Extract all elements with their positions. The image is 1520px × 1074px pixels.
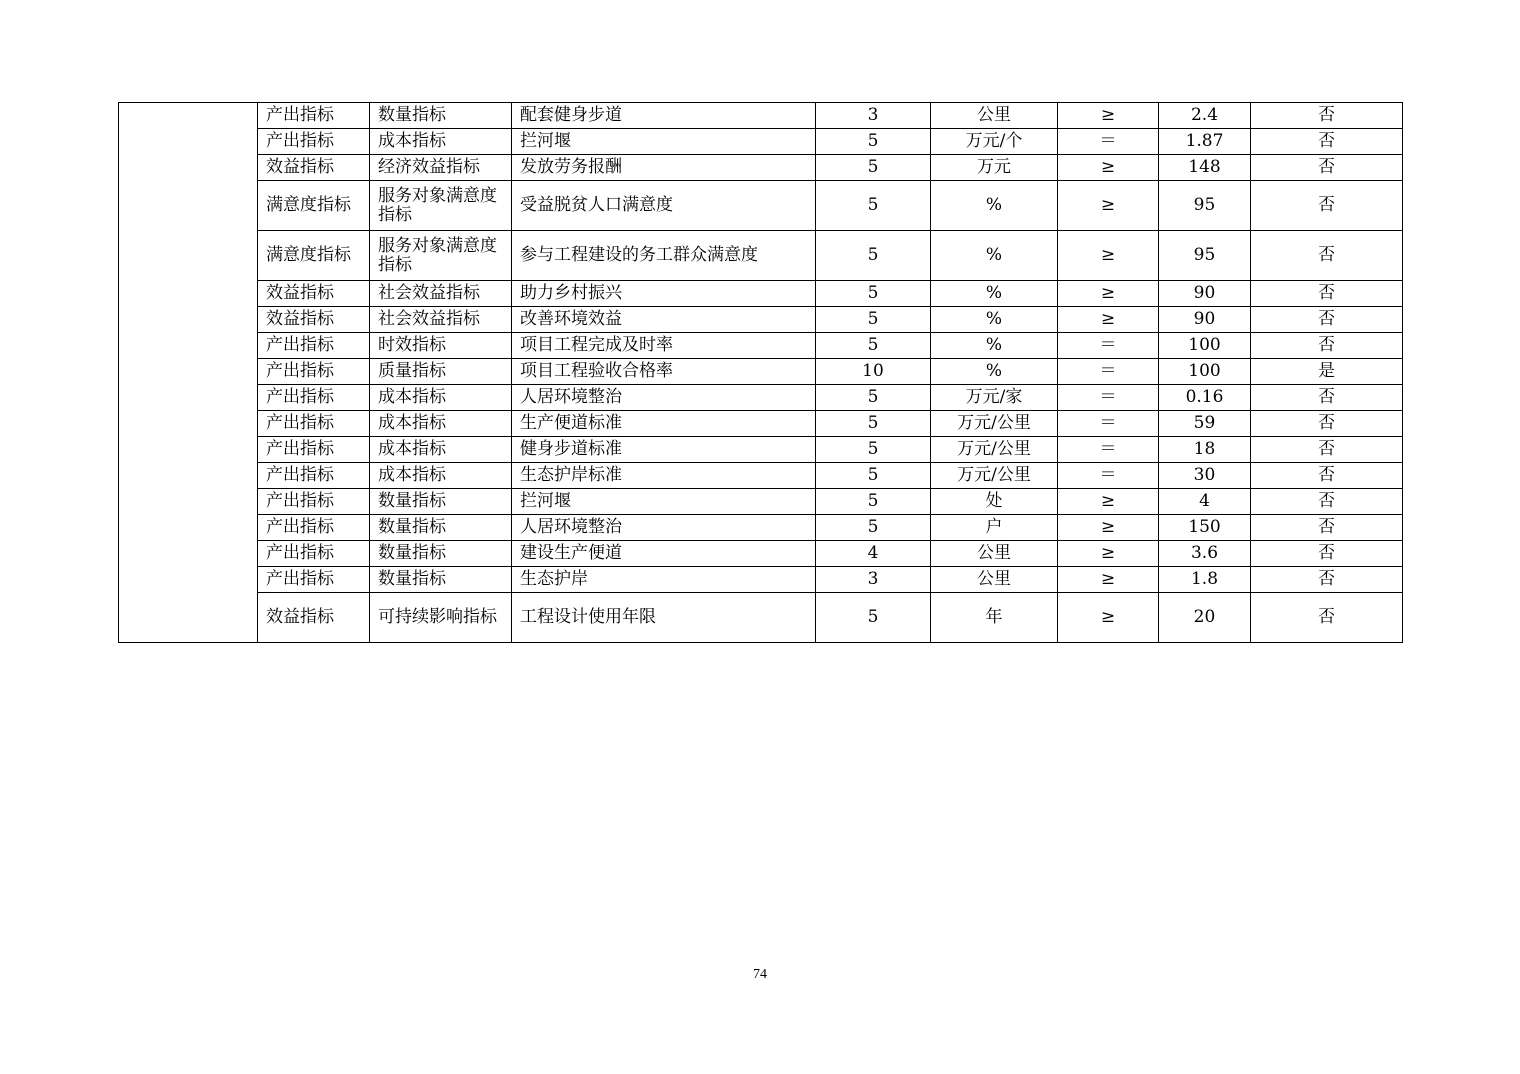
unit-cell: 万元/家 (931, 385, 1058, 411)
operator-cell: ＝ (1058, 437, 1159, 463)
subcategory-cell: 成本指标 (370, 129, 512, 155)
unit-cell: 处 (931, 489, 1058, 515)
subcategory-cell: 成本指标 (370, 385, 512, 411)
indicator-cell: 生态护岸 (512, 567, 816, 593)
category-cell: 满意度指标 (258, 231, 370, 281)
page-number: 74 (753, 967, 767, 982)
subcategory-cell: 服务对象满意度指标 (370, 231, 512, 281)
category-cell: 产出指标 (258, 411, 370, 437)
operator-cell: ≥ (1058, 307, 1159, 333)
operator-cell: ＝ (1058, 129, 1159, 155)
unit-cell: 公里 (931, 567, 1058, 593)
target-cell: 1.87 (1159, 129, 1251, 155)
target-cell: 20 (1159, 593, 1251, 643)
weight-cell: 5 (816, 411, 931, 437)
table-row (119, 437, 1403, 463)
category-cell: 产出指标 (258, 567, 370, 593)
category-cell: 产出指标 (258, 359, 370, 385)
category-cell: 产出指标 (258, 129, 370, 155)
core-indicator-cell: 否 (1251, 489, 1403, 515)
indicator-cell: 发放劳务报酬 (512, 155, 816, 181)
indicator-cell: 配套健身步道 (512, 103, 816, 129)
core-indicator-cell: 否 (1251, 281, 1403, 307)
indicator-cell: 工程设计使用年限 (512, 593, 816, 643)
table-row (119, 155, 1403, 181)
weight-cell: 5 (816, 489, 931, 515)
unit-cell: 万元/公里 (931, 411, 1058, 437)
table-row (119, 281, 1403, 307)
indicator-cell: 参与工程建设的务工群众满意度 (512, 231, 816, 281)
target-cell: 95 (1159, 231, 1251, 281)
weight-cell: 5 (816, 155, 931, 181)
category-cell: 产出指标 (258, 463, 370, 489)
unit-cell: 万元/个 (931, 129, 1058, 155)
performance-indicator-table (118, 102, 1403, 643)
unit-cell: 户 (931, 515, 1058, 541)
unit-cell: 公里 (931, 541, 1058, 567)
subcategory-cell: 服务对象满意度指标 (370, 181, 512, 231)
indicator-cell: 助力乡村振兴 (512, 281, 816, 307)
weight-cell: 4 (816, 541, 931, 567)
target-cell: 150 (1159, 515, 1251, 541)
unit-cell: 万元 (931, 155, 1058, 181)
category-cell: 满意度指标 (258, 181, 370, 231)
operator-cell: ≥ (1058, 593, 1159, 643)
table-row (119, 385, 1403, 411)
operator-cell: ＝ (1058, 333, 1159, 359)
weight-cell: 3 (816, 103, 931, 129)
core-indicator-cell: 否 (1251, 437, 1403, 463)
operator-cell: ≥ (1058, 181, 1159, 231)
table-row (119, 593, 1403, 643)
core-indicator-cell: 否 (1251, 463, 1403, 489)
core-indicator-cell: 否 (1251, 333, 1403, 359)
core-indicator-cell: 否 (1251, 231, 1403, 281)
category-cell: 效益指标 (258, 307, 370, 333)
table-row (119, 181, 1403, 231)
unit-cell: 年 (931, 593, 1058, 643)
weight-cell: 5 (816, 307, 931, 333)
core-indicator-cell: 否 (1251, 593, 1403, 643)
subcategory-cell: 可持续影响指标 (370, 593, 512, 643)
weight-cell: 5 (816, 231, 931, 281)
target-cell: 148 (1159, 155, 1251, 181)
unit-cell: % (931, 307, 1058, 333)
target-cell: 95 (1159, 181, 1251, 231)
table-row (119, 307, 1403, 333)
table-row (119, 515, 1403, 541)
subcategory-cell: 成本指标 (370, 437, 512, 463)
subcategory-cell: 成本指标 (370, 463, 512, 489)
indicator-cell: 生产便道标准 (512, 411, 816, 437)
operator-cell: ＝ (1058, 463, 1159, 489)
target-cell: 90 (1159, 281, 1251, 307)
target-cell: 4 (1159, 489, 1251, 515)
target-cell: 90 (1159, 307, 1251, 333)
unit-cell: 万元/公里 (931, 437, 1058, 463)
operator-cell: ＝ (1058, 359, 1159, 385)
weight-cell: 3 (816, 567, 931, 593)
core-indicator-cell: 否 (1251, 155, 1403, 181)
indicator-cell: 拦河堰 (512, 129, 816, 155)
operator-cell: ＝ (1058, 411, 1159, 437)
subcategory-cell: 质量指标 (370, 359, 512, 385)
subcategory-cell: 数量指标 (370, 103, 512, 129)
weight-cell: 10 (816, 359, 931, 385)
subcategory-cell: 社会效益指标 (370, 281, 512, 307)
category-cell: 效益指标 (258, 593, 370, 643)
core-indicator-cell: 否 (1251, 411, 1403, 437)
core-indicator-cell: 否 (1251, 103, 1403, 129)
table-row (119, 411, 1403, 437)
weight-cell: 5 (816, 281, 931, 307)
indicator-cell: 改善环境效益 (512, 307, 816, 333)
target-cell: 100 (1159, 333, 1251, 359)
indicator-cell: 建设生产便道 (512, 541, 816, 567)
target-cell: 30 (1159, 463, 1251, 489)
operator-cell: ≥ (1058, 515, 1159, 541)
indicator-cell: 拦河堰 (512, 489, 816, 515)
core-indicator-cell: 否 (1251, 541, 1403, 567)
subcategory-cell: 成本指标 (370, 411, 512, 437)
weight-cell: 5 (816, 333, 931, 359)
subcategory-cell: 数量指标 (370, 567, 512, 593)
indicator-cell: 受益脱贫人口满意度 (512, 181, 816, 231)
subcategory-cell: 经济效益指标 (370, 155, 512, 181)
indicator-cell: 项目工程验收合格率 (512, 359, 816, 385)
unit-cell: % (931, 333, 1058, 359)
indicator-cell: 健身步道标准 (512, 437, 816, 463)
table-row (119, 231, 1403, 281)
subcategory-cell: 数量指标 (370, 515, 512, 541)
core-indicator-cell: 否 (1251, 129, 1403, 155)
category-cell: 效益指标 (258, 281, 370, 307)
target-cell: 100 (1159, 359, 1251, 385)
category-cell: 产出指标 (258, 333, 370, 359)
subcategory-cell: 社会效益指标 (370, 307, 512, 333)
table-body (119, 103, 1403, 643)
core-indicator-cell: 否 (1251, 515, 1403, 541)
subcategory-cell: 数量指标 (370, 489, 512, 515)
subcategory-cell: 数量指标 (370, 541, 512, 567)
target-cell: 3.6 (1159, 541, 1251, 567)
operator-cell: ≥ (1058, 155, 1159, 181)
indicator-cell: 生态护岸标准 (512, 463, 816, 489)
unit-cell: 万元/公里 (931, 463, 1058, 489)
indicator-cell: 人居环境整治 (512, 515, 816, 541)
core-indicator-cell: 否 (1251, 181, 1403, 231)
category-cell: 产出指标 (258, 437, 370, 463)
core-indicator-cell: 否 (1251, 385, 1403, 411)
target-cell: 2.4 (1159, 103, 1251, 129)
core-indicator-cell: 否 (1251, 567, 1403, 593)
unit-cell: % (931, 359, 1058, 385)
operator-cell: ≥ (1058, 281, 1159, 307)
category-cell: 产出指标 (258, 515, 370, 541)
weight-cell: 5 (816, 437, 931, 463)
weight-cell: 5 (816, 129, 931, 155)
category-cell: 产出指标 (258, 103, 370, 129)
category-cell: 产出指标 (258, 541, 370, 567)
weight-cell: 5 (816, 463, 931, 489)
table-row (119, 567, 1403, 593)
indicator-cell: 人居环境整治 (512, 385, 816, 411)
category-cell: 效益指标 (258, 155, 370, 181)
weight-cell: 5 (816, 181, 931, 231)
target-cell: 18 (1159, 437, 1251, 463)
table-row (119, 359, 1403, 385)
weight-cell: 5 (816, 385, 931, 411)
category-cell: 产出指标 (258, 385, 370, 411)
operator-cell: ≥ (1058, 567, 1159, 593)
unit-cell: % (931, 231, 1058, 281)
operator-cell: ≥ (1058, 231, 1159, 281)
unit-cell: % (931, 281, 1058, 307)
core-indicator-cell: 否 (1251, 307, 1403, 333)
operator-cell: ≥ (1058, 541, 1159, 567)
target-cell: 1.8 (1159, 567, 1251, 593)
operator-cell: ＝ (1058, 385, 1159, 411)
target-cell: 59 (1159, 411, 1251, 437)
table-row (119, 541, 1403, 567)
unit-cell: 公里 (931, 103, 1058, 129)
project-cell-empty (119, 103, 258, 643)
table-row (119, 463, 1403, 489)
weight-cell: 5 (816, 515, 931, 541)
table-row (119, 103, 1403, 129)
operator-cell: ≥ (1058, 489, 1159, 515)
indicator-cell: 项目工程完成及时率 (512, 333, 816, 359)
unit-cell: % (931, 181, 1058, 231)
target-cell: 0.16 (1159, 385, 1251, 411)
category-cell: 产出指标 (258, 489, 370, 515)
operator-cell: ≥ (1058, 103, 1159, 129)
weight-cell: 5 (816, 593, 931, 643)
table-row (119, 129, 1403, 155)
core-indicator-cell: 是 (1251, 359, 1403, 385)
table-row (119, 333, 1403, 359)
subcategory-cell: 时效指标 (370, 333, 512, 359)
table-row (119, 489, 1403, 515)
